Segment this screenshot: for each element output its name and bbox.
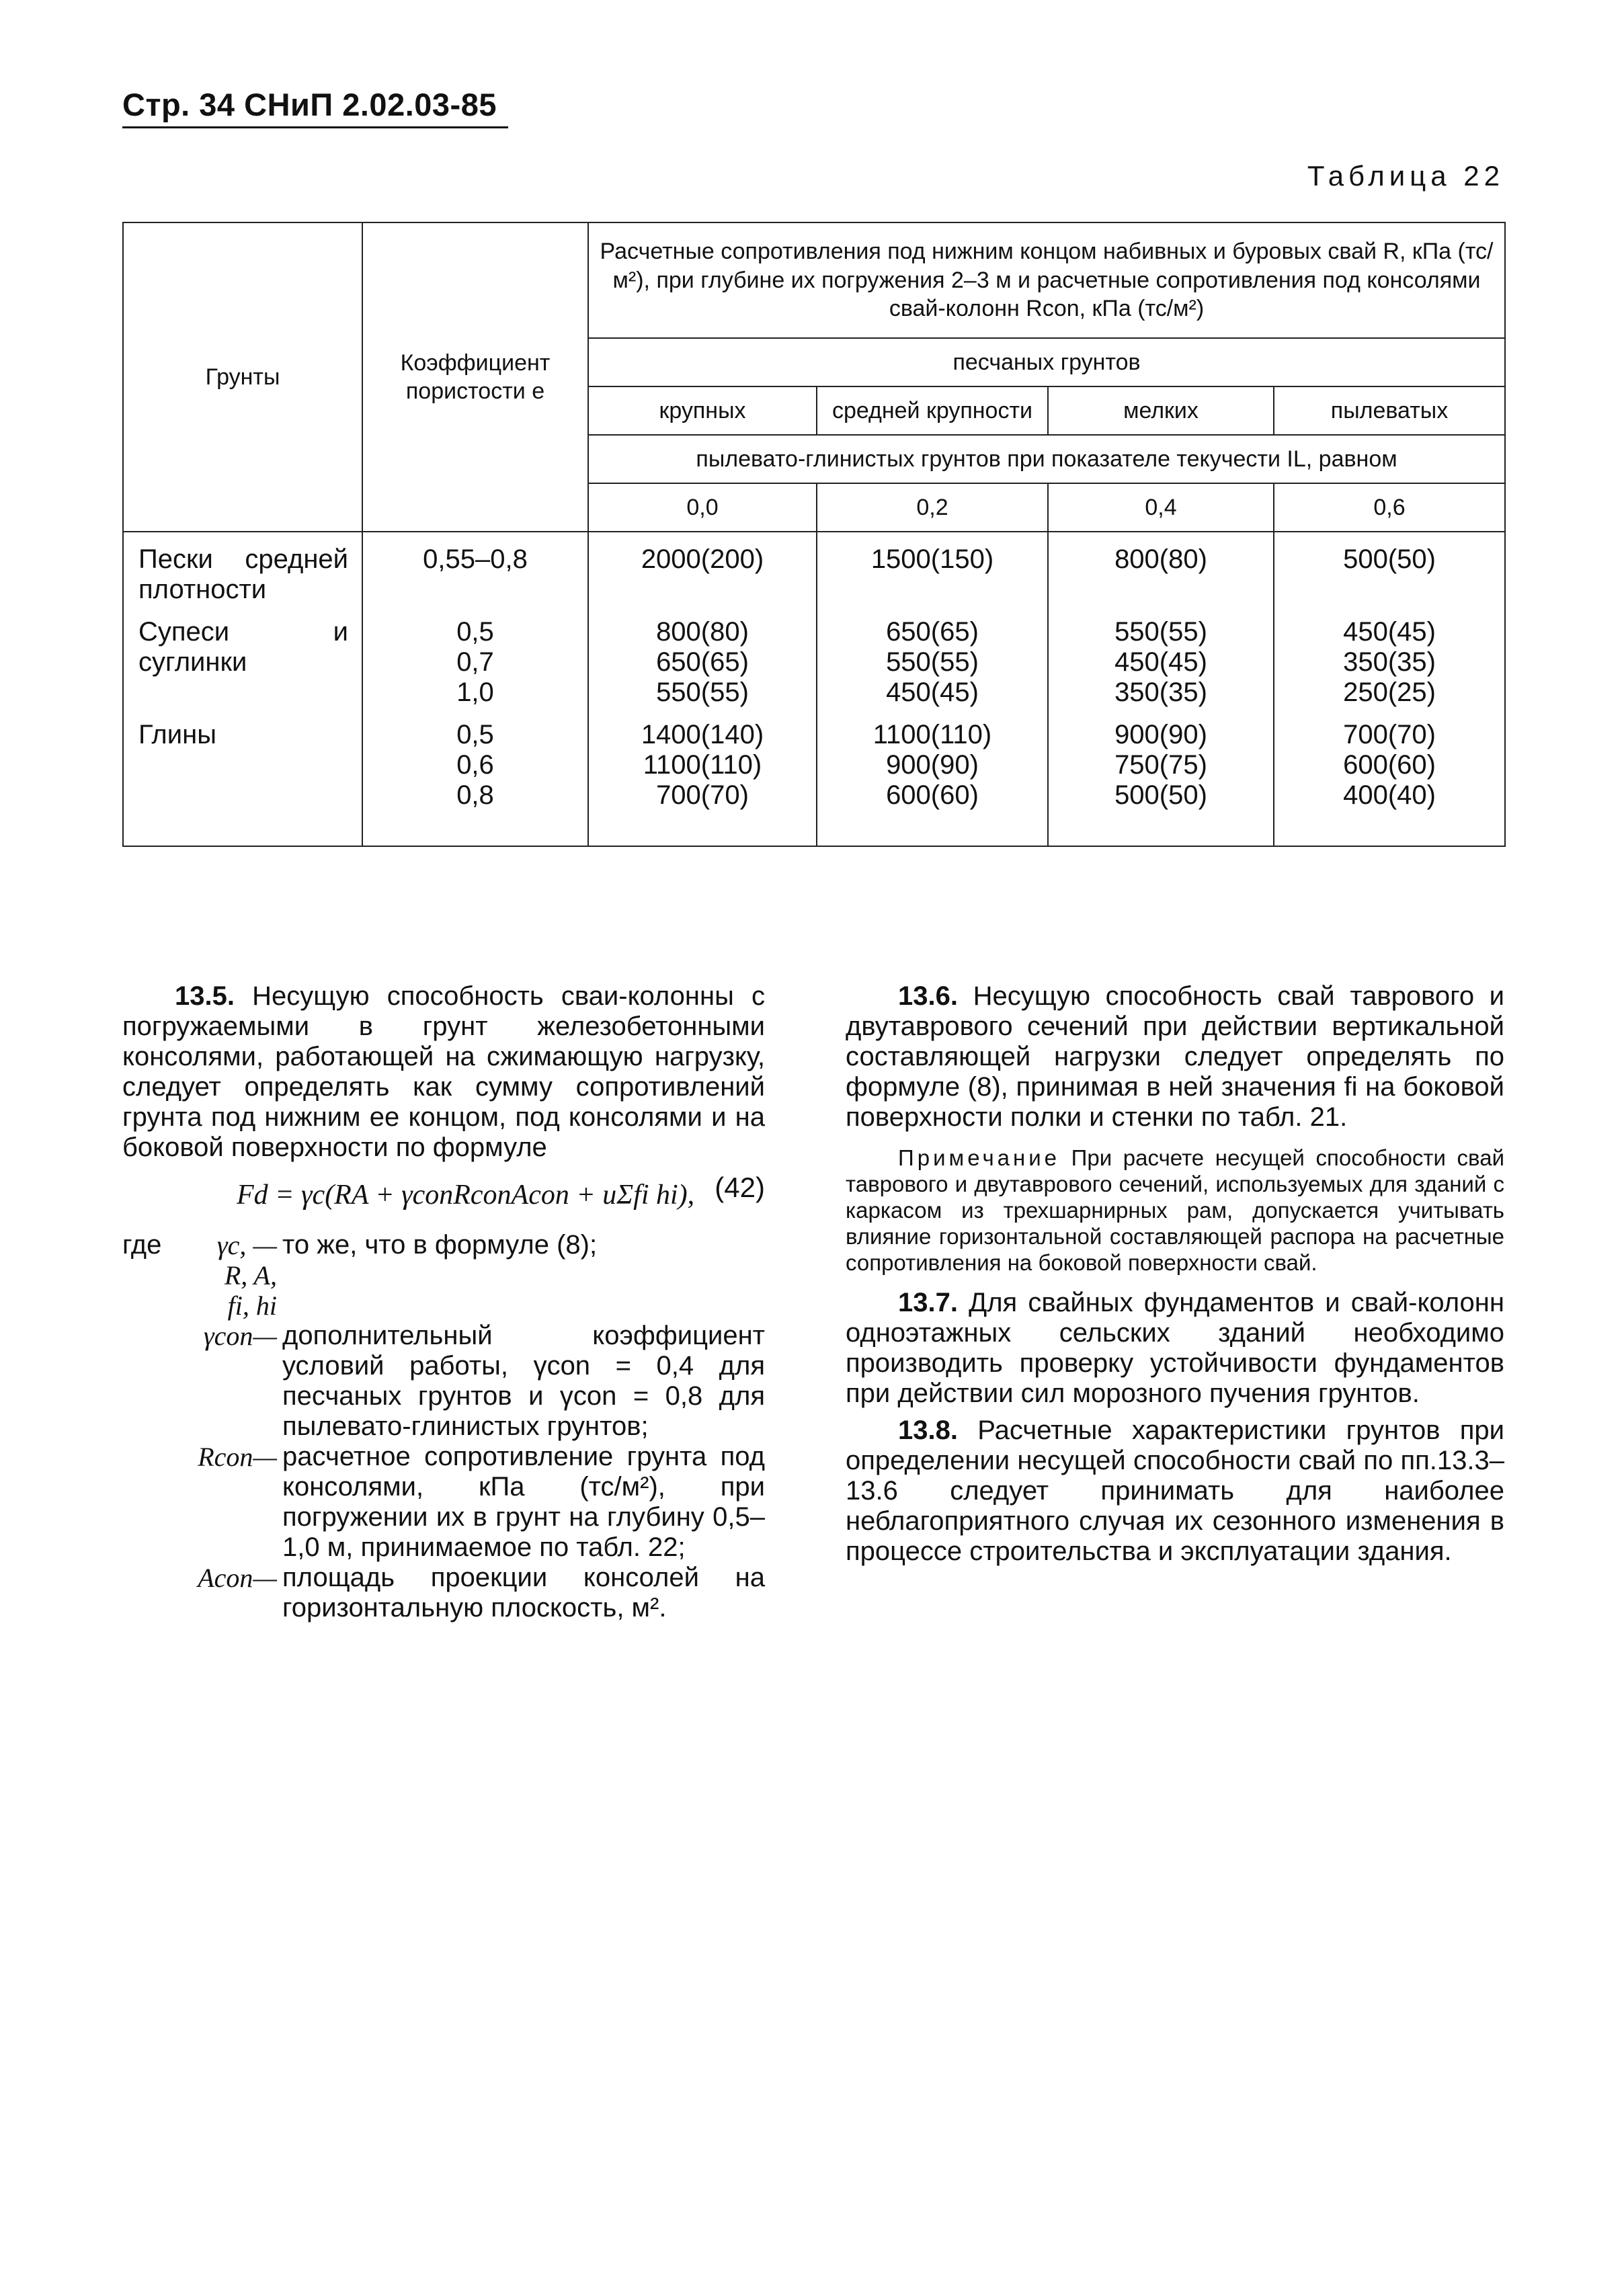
table-22 [122,222,1506,847]
resistance-value: 1100(110) 900(90) 600(60) [817,708,1048,846]
header-sand-group: песчаных грунтов [588,338,1505,386]
table-caption: Таблица 22 [1307,160,1504,192]
resistance-value: 2000(200) [588,532,817,605]
resistance-value: 650(65) 550(55) 450(45) [817,605,1048,708]
definition-symbol: γcon— [203,1321,277,1351]
soil-name: Пески средней плотности [123,532,362,605]
definition-lead [122,1563,190,1623]
resistance-value: 1400(140) 1100(110) 700(70) [588,708,817,846]
header-soils: Грунты [123,222,362,532]
header-porosity: Коэффициент пористости e [362,222,588,532]
paragraph-13-7 [846,1288,1504,1409]
paragraph-text: Несущую способность свай таврового и двутаврового сечений при действии вертикальной составляющей нагрузки следует определять по формуле (8), принимая в ней значения fi на боковой поверхности полки и стенки по табл. 21. [846,981,1504,1132]
porosity-value: 0,55–0,8 [362,532,588,605]
definition-text: то же, что в формуле (8); [282,1230,598,1260]
resistance-value: 800(80) 650(65) 550(55) [588,605,817,708]
header-il-1: 0,2 [817,483,1048,532]
definition-item [122,1442,765,1563]
paragraph-13-6 [846,981,1504,1133]
table-row [123,532,1505,605]
header-sand-medium: средней крупности [817,386,1048,435]
paragraph-13-8 [846,1416,1504,1567]
definition-symbol: γc, — R, A, fi, hi [216,1230,277,1321]
definition-text: расчетное сопротивление грунта под консолями, кПа (тс/м²), при погружении их в грунт на глубину 0,5–1,0 м, принимаемое по табл. 22; [282,1442,765,1562]
header-il-3: 0,6 [1274,483,1505,532]
header-sand-fine: мелких [1048,386,1274,435]
definition-lead: где [122,1230,162,1260]
resistance-value: 700(70) 600(60) 400(40) [1274,708,1505,846]
right-column [846,981,1504,1567]
table-row [123,708,1505,846]
note-label: Примечание [898,1145,1061,1170]
definitions-list [122,1230,765,1623]
definition-lead [122,1321,190,1442]
header-underline [122,126,508,128]
paragraph-text: Для свайных фундаментов и свай-колонн одноэтажных сельских зданий необходимо производить проверку устойчивости фундаментов при действии сил морозного пучения грунтов. [846,1288,1504,1408]
formula-42 [122,1172,765,1226]
definition-symbol: Acon— [198,1563,277,1593]
paragraph-number: 13.6. [898,981,958,1011]
paragraph-number: 13.7. [898,1288,958,1317]
resistance-value: 500(50) [1274,532,1505,605]
note [846,1145,1504,1276]
header-resistance: Расчетные сопротивления под нижним концом набивных и буровых свай R, кПа (тс/м²), при глубине их погружения 2–3 м и расчетные сопротивления под консолями свай-колонн Rcon, кПа (тс/м²) [588,222,1505,338]
resistance-value: 800(80) [1048,532,1274,605]
definition-text: дополнительный коэффициент условий работы, γcon = 0,4 для песчаных грунтов и γcon = 0,8 для пылевато-глинистых грунтов; [282,1321,765,1441]
porosity-value: 0,5 0,6 0,8 [362,708,588,846]
definition-symbol: Rcon— [198,1442,277,1472]
paragraph-text: Расчетные характеристики грунтов при определении несущей способности свай по пп.13.3–13.6 следует принимать для наиболее неблагоприятного случая их сезонного изменения в процессе строительства и эксплуатации здания. [846,1416,1504,1566]
formula-number: (42) [715,1172,765,1203]
formula-expression: Fd = γc(RA + γconRconAcon + uΣfi hi), [237,1180,695,1211]
paragraph-number: 13.8. [898,1416,958,1445]
header-sand-coarse: крупных [588,386,817,435]
soil-name: Глины [123,708,362,846]
paragraph-text: Несущую способность сваи-колонны с погружаемыми в грунт железобетонными консолями, работающей на сжимающую нагрузку, следует определять как сумму сопротивлений грунта под нижним ее концом, под консолями и на боковой поверхности по формуле [122,981,765,1162]
definition-text: площадь проекции консолей на горизонтальную плоскость, м². [282,1563,765,1623]
paragraph-13-5 [122,981,765,1163]
soil-name: Супеси и суглинки [123,605,362,708]
paragraph-number: 13.5. [175,981,235,1011]
definition-item [122,1230,765,1321]
definition-item [122,1321,765,1442]
header-il-2: 0,4 [1048,483,1274,532]
header-sand-silty: пылеватых [1274,386,1505,435]
resistance-value: 450(45) 350(35) 250(25) [1274,605,1505,708]
resistance-value: 900(90) 750(75) 500(50) [1048,708,1274,846]
definition-item [122,1563,765,1623]
resistance-value: 1500(150) [817,532,1048,605]
page-header: Стр. 34 СНиП 2.02.03-85 [122,87,497,122]
note-text: При расчете несущей способности свай таврового и двутаврового сечений, используемых для зданий с каркасом из трехшарнирных рам, допускается учитывать влияние горизонтальной составляющей распора на расчетные сопротивления на боковой поверхности свай. [846,1145,1504,1275]
porosity-value: 0,5 0,7 1,0 [362,605,588,708]
left-column [122,981,765,1623]
header-clay-group: пылевато-глинистых грунтов при показателе текучести IL, равном [588,435,1505,483]
header-il-0: 0,0 [588,483,817,532]
table-row [123,605,1505,708]
resistance-value: 550(55) 450(45) 350(35) [1048,605,1274,708]
definition-lead [122,1442,190,1563]
